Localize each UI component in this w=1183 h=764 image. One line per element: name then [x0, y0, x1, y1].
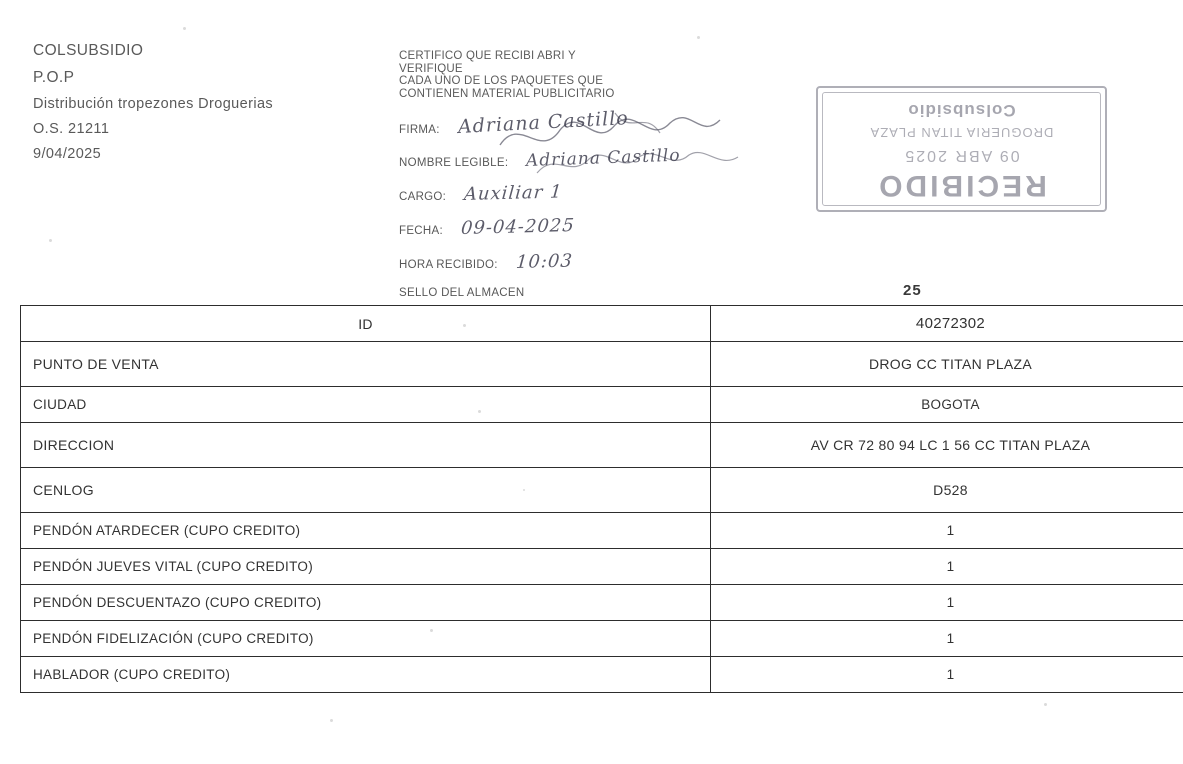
table-cell-value: 1 — [711, 513, 1183, 549]
header-line-distribution: Distribución tropezones Droguerias — [33, 96, 274, 112]
header-line-date: 9/04/2025 — [33, 146, 102, 162]
scan-speck — [697, 36, 700, 39]
table-row — [21, 387, 1183, 423]
table-row — [21, 657, 1183, 693]
stamp-title: RECIBIDO — [876, 169, 1047, 202]
table-cell-value: AV CR 72 80 94 LC 1 56 CC TITAN PLAZA — [711, 423, 1183, 468]
field-row-firma — [399, 107, 799, 139]
field-label-firma: FIRMA: — [399, 124, 440, 137]
table-cell-value: 1 — [711, 549, 1183, 585]
certification-block — [399, 50, 799, 299]
table-cell-label: PENDÓN ATARDECER (CUPO CREDITO) — [21, 513, 711, 549]
table-cell-value: 1 — [711, 621, 1183, 657]
field-label-fecha: FECHA: — [399, 225, 443, 238]
table-cell-label: PENDÓN FIDELIZACIÓN (CUPO CREDITO) — [21, 621, 711, 657]
certification-text-line-4: CONTIENEN MATERIAL PUBLICITARIO — [399, 87, 615, 100]
document-header — [33, 42, 373, 171]
certification-text-line-1: CERTIFICO QUE RECIBI ABRI Y — [399, 50, 576, 62]
table-cell-label: PENDÓN DESCUENTAZO (CUPO CREDITO) — [21, 585, 711, 621]
scan-speck — [1044, 703, 1047, 706]
table-cell-value: DROG CC TITAN PLAZA — [711, 342, 1183, 387]
table-cell-value: D528 — [711, 468, 1183, 513]
table-cell-label: CENLOG — [21, 468, 711, 513]
received-stamp — [816, 86, 1107, 212]
table-cell-label: HABLADOR (CUPO CREDITO) — [21, 657, 711, 693]
certification-text-line-2: VERIFIQUE — [399, 62, 463, 75]
table-cell-value: 1 — [711, 657, 1183, 693]
field-row-hora — [399, 252, 799, 273]
field-label-sello: SELLO DEL ALMACEN — [399, 287, 525, 300]
field-row-nombre — [399, 145, 799, 172]
field-value-fecha: 09-04-2025 — [460, 215, 576, 240]
stamp-location: DROGUERIA TITAN PLAZA — [869, 125, 1054, 140]
table-cell-value: BOGOTA — [711, 387, 1183, 423]
table-row — [21, 423, 1183, 468]
field-value-cargo: Auxiliar 1 — [463, 181, 564, 206]
table-row — [21, 621, 1183, 657]
table-row — [21, 513, 1183, 549]
header-line-company: COLSUBSIDIO — [33, 42, 144, 59]
table-cell-label: DIRECCION — [21, 423, 711, 468]
field-label-nombre: NOMBRE LEGIBLE: — [399, 157, 509, 170]
table-row — [21, 549, 1183, 585]
field-value-nombre: Adriana Castillo — [525, 145, 682, 172]
stamp-date: 09 ABR 2025 — [903, 147, 1020, 164]
field-row-sello — [399, 287, 799, 299]
stamp-brand: Colsubsidio — [907, 101, 1016, 120]
page-number: 25 — [903, 282, 922, 299]
table-row — [21, 585, 1183, 621]
field-label-hora: HORA RECIBIDO: — [399, 259, 498, 272]
field-label-cargo: CARGO: — [399, 191, 447, 204]
scan-speck — [330, 719, 333, 722]
certification-text-line-3: CADA UNO DE LOS PAQUETES QUE — [399, 75, 604, 88]
table-cell-value: 40272302 — [711, 306, 1183, 342]
table-cell-label: CIUDAD — [21, 387, 711, 423]
field-value-firma: Adriana Castillo — [457, 107, 630, 139]
header-line-order: O.S. 21211 — [33, 121, 110, 137]
scan-speck — [49, 239, 52, 242]
table-cell-label: PENDÓN JUEVES VITAL (CUPO CREDITO) — [21, 549, 711, 585]
field-value-hora: 10:03 — [514, 250, 574, 274]
table-cell-label: ID — [21, 306, 711, 342]
field-row-fecha — [399, 215, 799, 240]
scan-speck — [183, 27, 186, 30]
store-info-table — [20, 305, 1183, 693]
table-row — [21, 306, 1183, 342]
table-body — [21, 306, 1183, 693]
table-row — [21, 342, 1183, 387]
table-cell-value: 1 — [711, 585, 1183, 621]
table-cell-label: PUNTO DE VENTA — [21, 342, 711, 387]
table-row — [21, 468, 1183, 513]
header-line-pop: P.O.P — [33, 69, 75, 86]
field-row-cargo — [399, 181, 799, 206]
